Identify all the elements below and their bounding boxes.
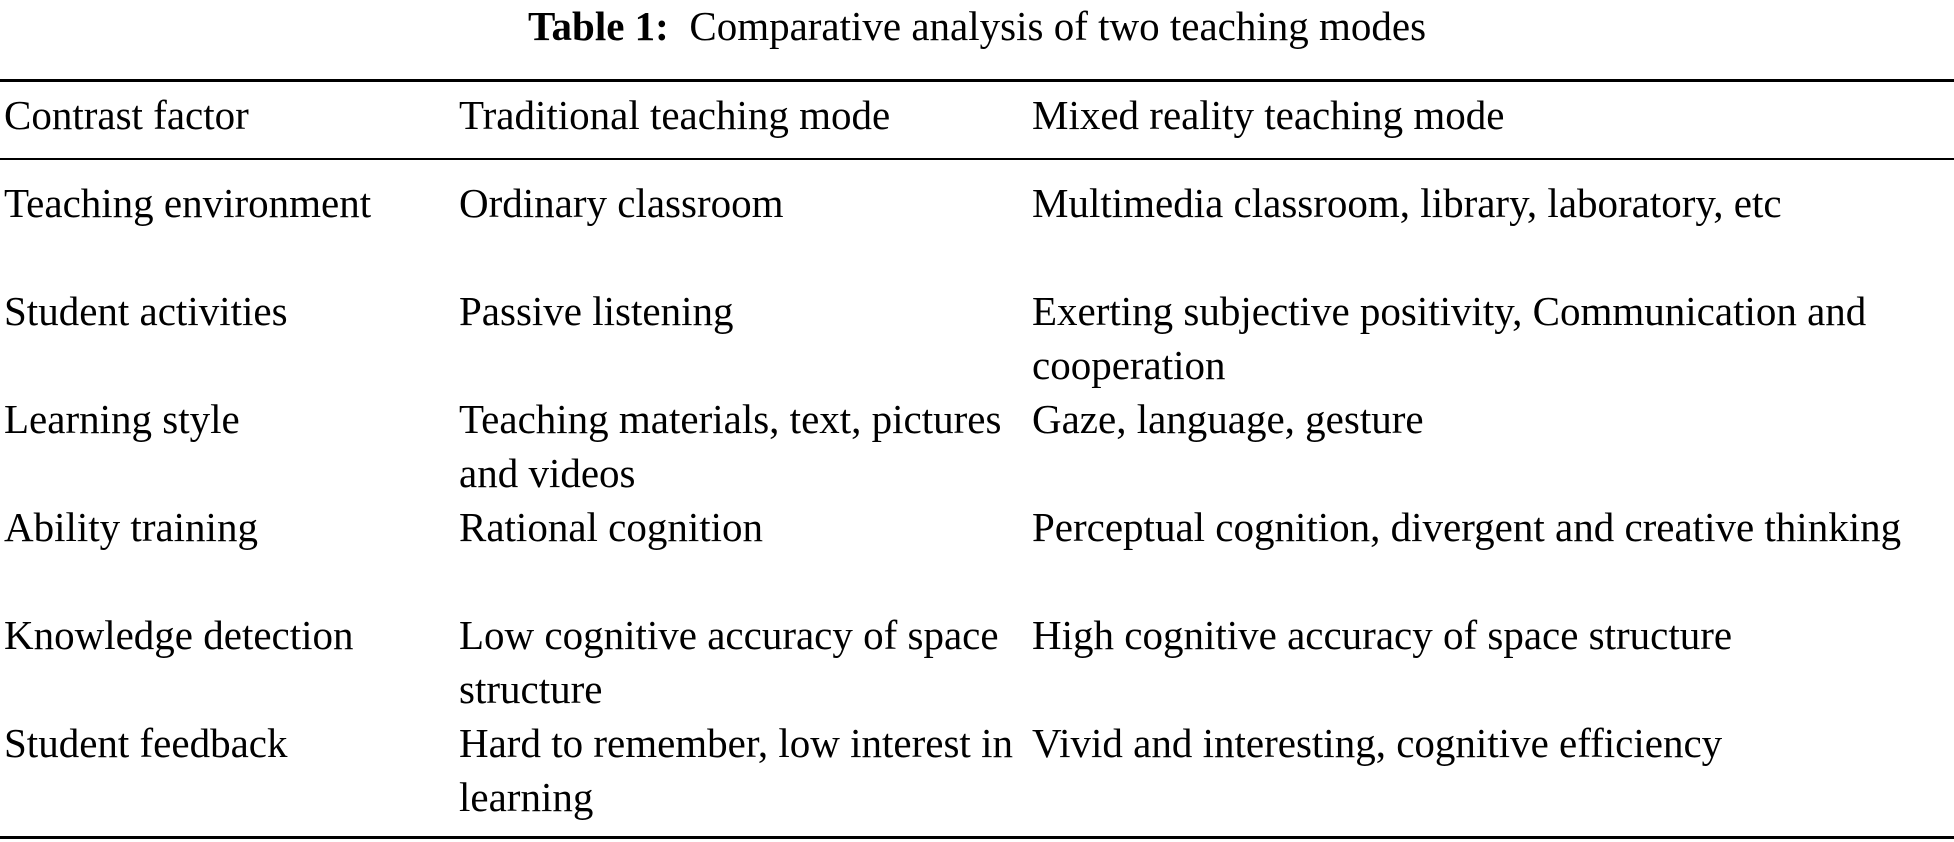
row-factor-cell: Learning style	[4, 396, 240, 442]
row-mixed-reality-cell: Gaze, language, gesture	[1032, 396, 1424, 442]
row-mixed-reality-cell: High cognitive accuracy of space structure	[1032, 612, 1733, 658]
header-contrast-factor: Contrast factor	[4, 92, 249, 138]
row-traditional-cell: Passive listening	[459, 288, 734, 334]
row-factor-cell: Student feedback	[4, 720, 288, 766]
row-factor-cell: Ability training	[4, 504, 258, 550]
table-top-rule	[0, 79, 1954, 82]
row-traditional-cell: Rational cognition	[459, 504, 764, 550]
row-mixed-reality-cell: Vivid and interesting, cognitive efficiency	[1032, 720, 1723, 766]
header-mixed-reality-mode: Mixed reality teaching mode	[1032, 92, 1505, 138]
table-caption-label: Table 1:	[527, 3, 669, 49]
table-header-row	[0, 88, 1954, 148]
row-mixed-reality-cell: Multimedia classroom, library, laboratory, etc	[1032, 180, 1782, 226]
row-traditional-cell: Ordinary classroom	[459, 180, 784, 226]
row-mixed-reality-cell: Exerting subjective positivity, Communication and cooperation	[1032, 288, 1867, 388]
row-mixed-reality-cell: Perceptual cognition, divergent and creative thinking	[1032, 504, 1902, 550]
row-traditional-cell: Teaching materials, text, pictures and videos	[459, 396, 1002, 496]
row-traditional-cell: Hard to remember, low interest in learning	[459, 720, 1013, 820]
row-traditional-cell: Low cognitive accuracy of space structure	[459, 612, 999, 712]
row-factor-cell: Teaching environment	[4, 180, 372, 226]
row-factor-cell: Student activities	[4, 288, 288, 334]
table-caption	[0, 0, 1954, 56]
header-traditional-mode: Traditional teaching mode	[459, 92, 891, 138]
table-bottom-rule	[0, 836, 1954, 839]
table-caption-text: Comparative analysis of two teaching modes	[689, 3, 1427, 49]
table-header-rule	[0, 158, 1954, 160]
row-factor-cell: Knowledge detection	[4, 612, 354, 658]
